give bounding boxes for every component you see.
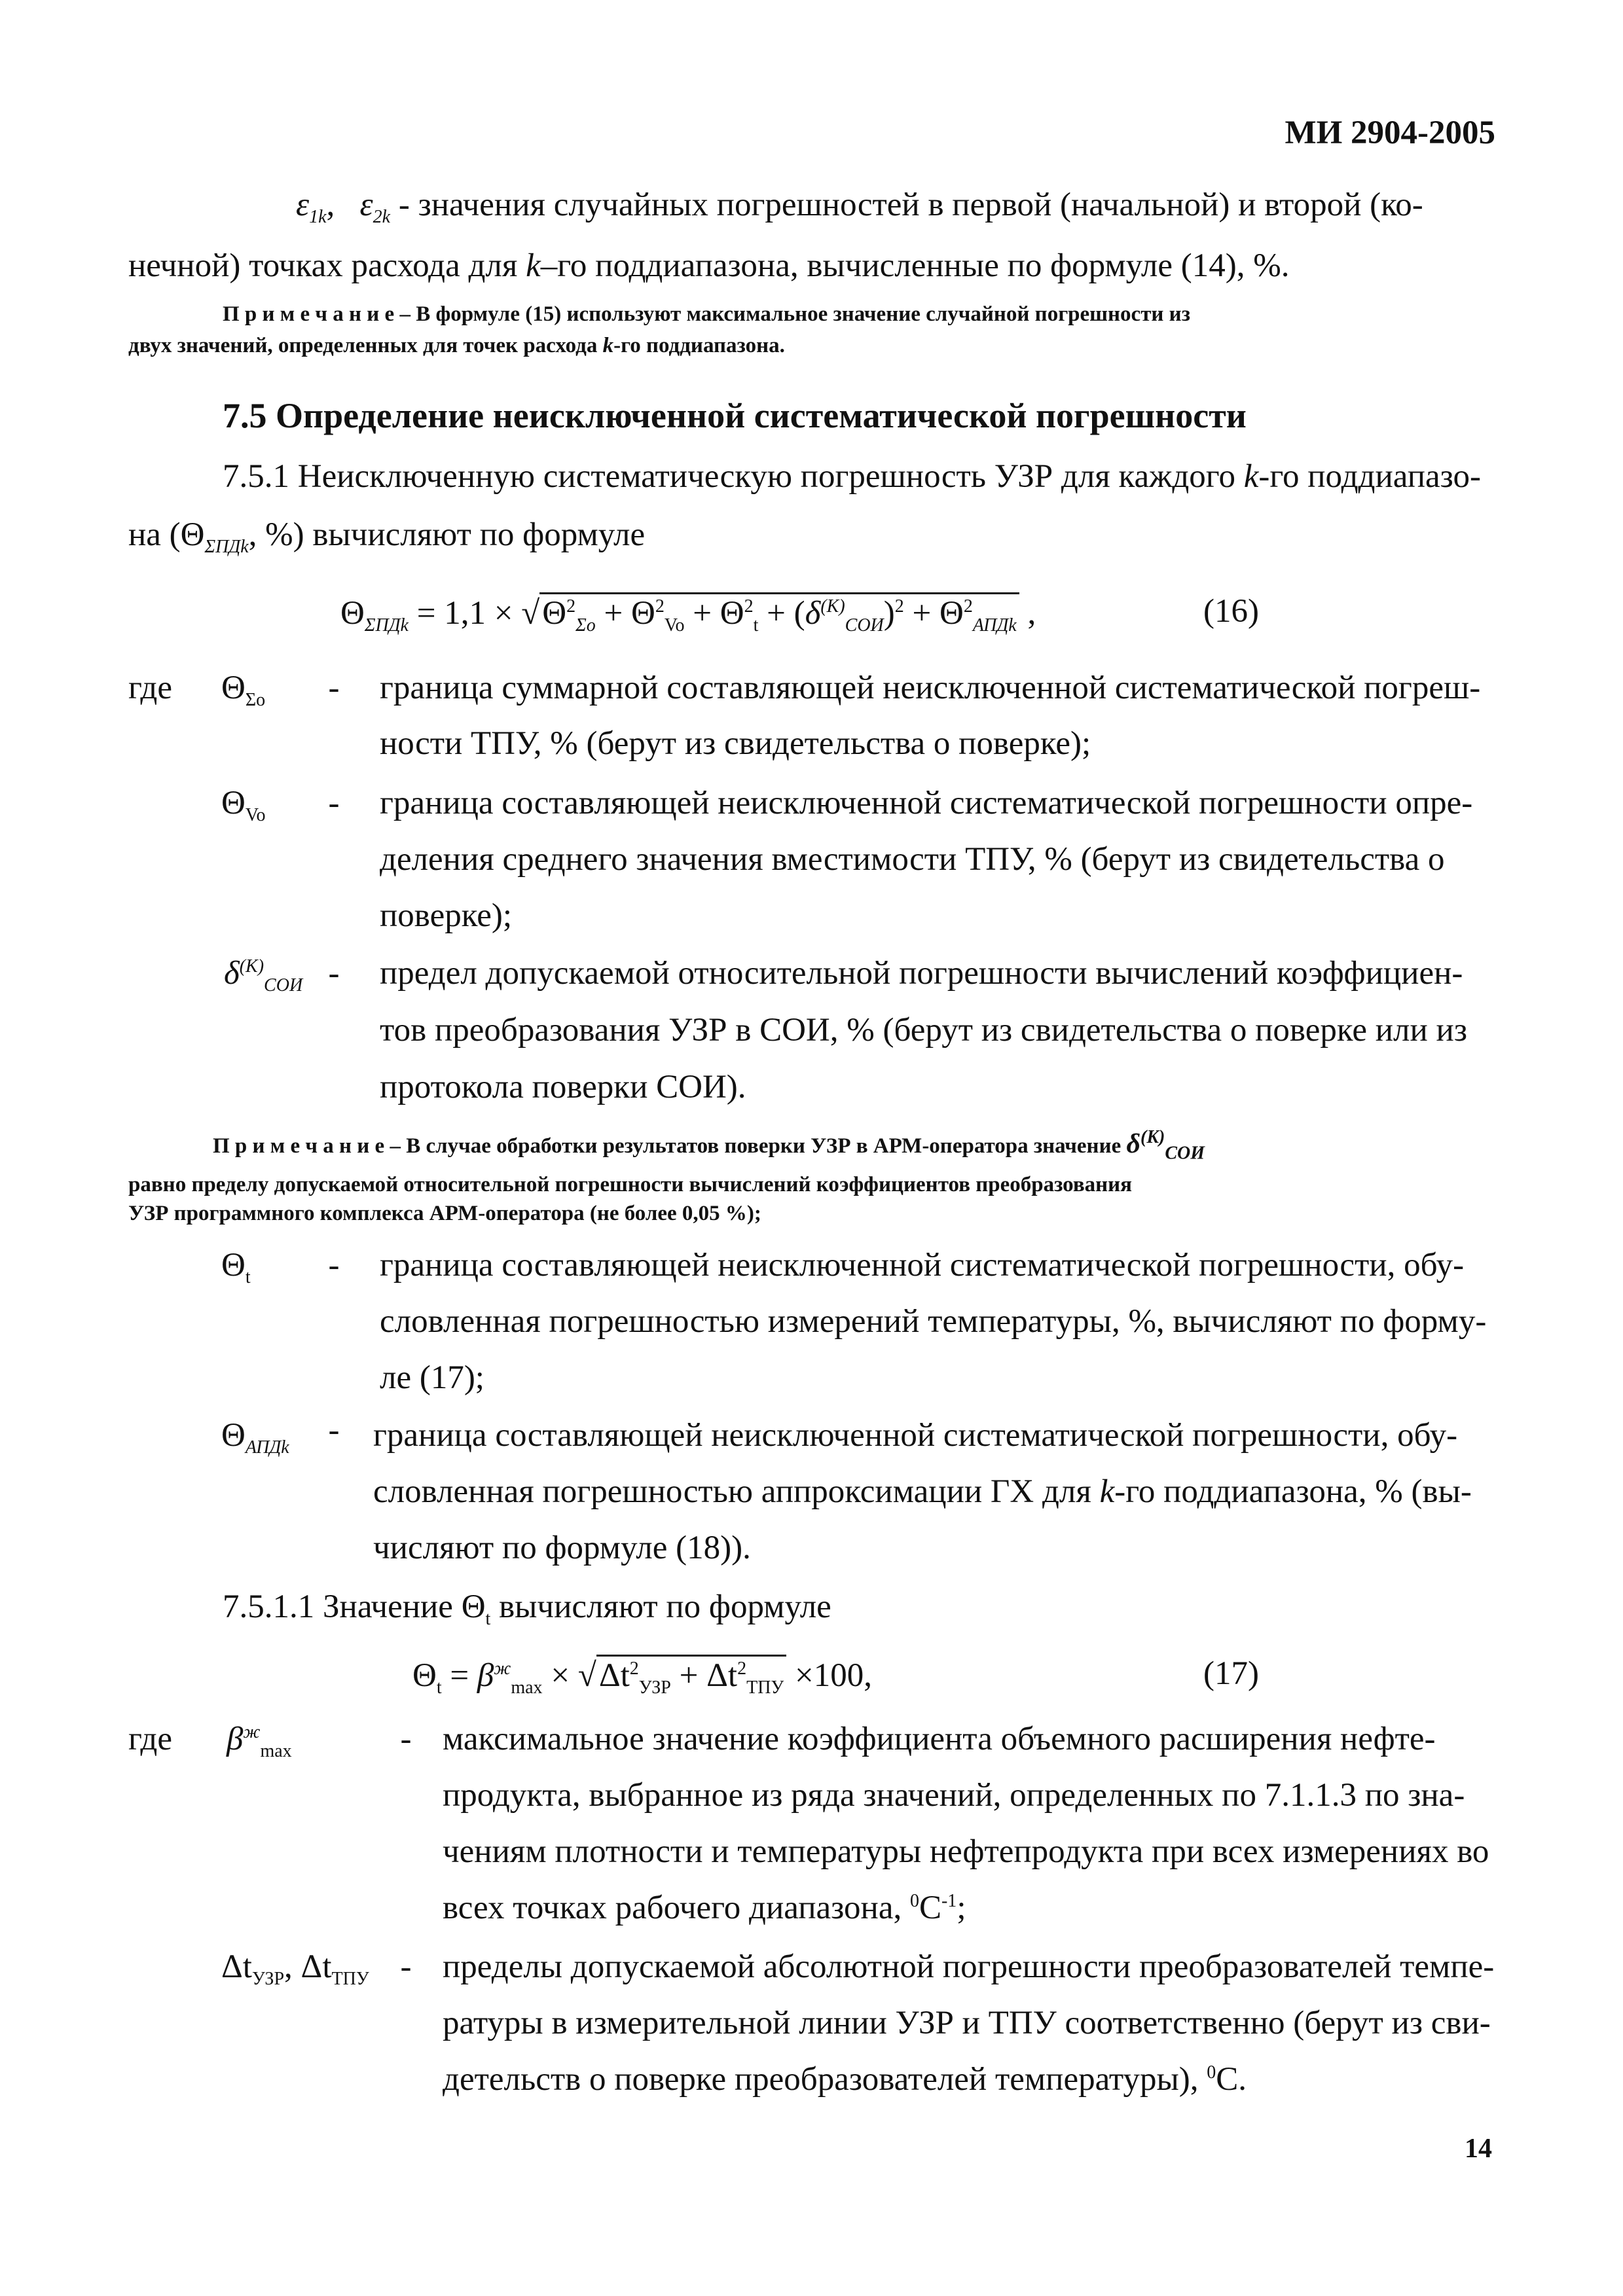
def-theta-sigma-o-line-2: ности ТПУ, % (берут из свидетельства о поверке); bbox=[380, 725, 1091, 762]
para-7-5-1-1: 7.5.1.1 Значение $\Theta_t$ вычисляют по формуле bbox=[223, 1588, 831, 1630]
def-theta-sigma-o-symbol: $\Theta_{\Sigma o}$ bbox=[221, 670, 266, 711]
def-beta-max-line-3: чениям плотности и температуры нефтепродукта при всех измерениях во bbox=[443, 1833, 1489, 1870]
note-2-delta-symbol: $\delta^{(K)}_{СОИ}$ bbox=[1126, 1127, 1205, 1164]
def-theta-vo-symbol: $\Theta_{Vo}$ bbox=[221, 785, 266, 826]
epsilon-1k-symbol: $\varepsilon_{1k}$ bbox=[296, 187, 327, 228]
epsilon-2k-symbol: $\varepsilon_{2k}$ bbox=[359, 187, 391, 228]
def-theta-apdk-dash: - bbox=[328, 1412, 340, 1448]
note-2-line-3: УЗР программного комплекса АРМ-оператора (не более 0,05 %); bbox=[128, 1202, 761, 1225]
def-delta-soi-symbol: $\delta^{(K)}_{СОИ}$ bbox=[224, 955, 303, 996]
intro-line-2: нечной) точках расхода для k–го поддиапазона, вычисленные по формуле (14), %. bbox=[128, 247, 1290, 284]
def-theta-apdk-symbol: $\Theta_{АПДk}$ bbox=[221, 1417, 289, 1458]
def-theta-vo-line-2: деления среднего значения вместимости ТПУ, % (берут из свидетельства о bbox=[380, 841, 1445, 878]
def-delta-t-symbol: $\Delta t_{УЗР}$, $\Delta t_{ТПУ}$ bbox=[221, 1948, 369, 1990]
def-delta-soi-line-1: предел допускаемой относительной погрешности вычислений коэффициен- bbox=[380, 955, 1463, 992]
def-beta-max-line-2: продукта, выбранное из ряда значений, определенных по 7.1.1.3 по зна- bbox=[443, 1777, 1465, 1814]
note-2-line-1: П р и м е ч а н и е – В случае обработки результатов поверки УЗР в АРМ-оператора значение $\delta^{(K)}_{СОИ}$ bbox=[213, 1127, 1205, 1164]
formula-17-radicand: $\Delta t^2_{УЗР} + \Delta t^2_{ТПУ}$ bbox=[596, 1655, 786, 1698]
def-theta-sigma-o-dash: - bbox=[328, 670, 340, 706]
def-theta-vo-dash: - bbox=[328, 785, 340, 821]
def-theta-t-line-3: ле (17); bbox=[380, 1359, 484, 1396]
def-delta-soi-line-2: тов преобразования УЗР в СОИ, % (берут из свидетельства о поверке или из bbox=[380, 1012, 1467, 1049]
def-delta-t-line-2: ратуры в измерительной линии УЗР и ТПУ соответственно (берут из сви- bbox=[443, 2005, 1491, 2041]
note-2-line-2: равно пределу допускаемой относительной погрешности вычислений коэффициентов преобразования bbox=[128, 1173, 1133, 1196]
def-delta-soi-dash: - bbox=[328, 955, 340, 992]
def-delta-t-line-1: пределы допускаемой абсолютной погрешности преобразователей темпе- bbox=[443, 1948, 1495, 1985]
def-beta-max-symbol: $\beta^ж_{max}$ bbox=[227, 1721, 292, 1762]
def-delta-soi-line-3: протокола поверки СОИ). bbox=[380, 1069, 746, 1105]
section-heading: 7.5 Определение неисключенной систематической погрешности bbox=[223, 396, 1247, 435]
def-delta-t-dash: - bbox=[400, 1948, 412, 1985]
formula-16-number: (16) bbox=[1203, 593, 1259, 630]
page-number: 14 bbox=[1465, 2134, 1492, 2164]
where-label-2: где bbox=[128, 1721, 172, 1757]
def-theta-t-line-1: граница составляющей неисключенной систематической погрешности, обу- bbox=[380, 1247, 1465, 1283]
formula-16-radicand: $\Theta^2_{\Sigma o} + \Theta^2_{Vo} + \Theta^2_t + (\delta^{(K)}_{СОИ})^2 + \Theta^2_{АПДk}$ bbox=[539, 592, 1019, 636]
def-delta-t-line-3: детельств о поверке преобразователей температуры), $^0$С. bbox=[443, 2061, 1247, 2098]
def-beta-max-dash: - bbox=[400, 1721, 412, 1757]
formula-17-number: (17) bbox=[1203, 1655, 1259, 1692]
def-theta-t-symbol: $\Theta_t$ bbox=[221, 1247, 251, 1288]
para-7-5-1-line-1: 7.5.1 Неисключенную систематическую погрешность УЗР для каждого k-го поддиапазо- bbox=[223, 458, 1481, 495]
def-theta-t-dash: - bbox=[328, 1247, 340, 1283]
def-theta-apdk-line-1: граница составляющей неисключенной систематической погрешности, обу- bbox=[373, 1417, 1458, 1454]
note-1-line-1: П р и м е ч а н и е – В формуле (15) используют максимальное значение случайной погрешности из bbox=[223, 302, 1190, 326]
para-7-5-1-line-2: на ($\Theta_{\Sigma ПДk}$, %) вычисляют по формуле bbox=[128, 516, 646, 558]
document-code: МИ 2904-2005 bbox=[1285, 115, 1495, 151]
def-theta-apdk-line-3: числяют по формуле (18)). bbox=[373, 1530, 751, 1566]
intro-line-1: $\varepsilon_{1k}$, $\varepsilon_{2k}$ - значения случайных погрешностей в первой (начальной) и второй (ко- bbox=[296, 187, 1423, 228]
def-theta-t-line-2: словленная погрешностью измерений температуры, %, вычисляют по форму- bbox=[380, 1303, 1487, 1340]
def-theta-vo-line-1: граница составляющей неисключенной систематической погрешности опре- bbox=[380, 785, 1473, 821]
def-theta-apdk-line-2: словленная погрешностью аппроксимации ГХ для k-го поддиапазона, % (вы- bbox=[373, 1473, 1472, 1510]
def-theta-vo-line-3: поверке); bbox=[380, 897, 513, 934]
where-label-1: где bbox=[128, 670, 172, 706]
def-beta-max-line-1: максимальное значение коэффициента объемного расширения нефте- bbox=[443, 1721, 1436, 1757]
note-1-line-2: двух значений, определенных для точек расхода k-го поддиапазона. bbox=[128, 334, 785, 357]
formula-16: $\Theta_{\Sigma ПДk} = 1,1 \times √\Theta^2_{\Sigma o} + \Theta^2_{Vo} + \Theta^2_t + (\delta^{(K)}_{СОИ})^2 + \Theta^2_{АПДk}$ , bbox=[340, 592, 1036, 636]
formula-17: $\Theta_t = \beta^ж_{max} \times √\Delta t^2_{УЗР} + \Delta t^2_{ТПУ} \times 100$, bbox=[412, 1655, 872, 1698]
def-theta-sigma-o-line-1: граница суммарной составляющей неисключенной систематической погреш- bbox=[380, 670, 1481, 706]
def-beta-max-line-4: всех точках рабочего диапазона, $^0С^{-1}$; bbox=[443, 1890, 966, 1926]
